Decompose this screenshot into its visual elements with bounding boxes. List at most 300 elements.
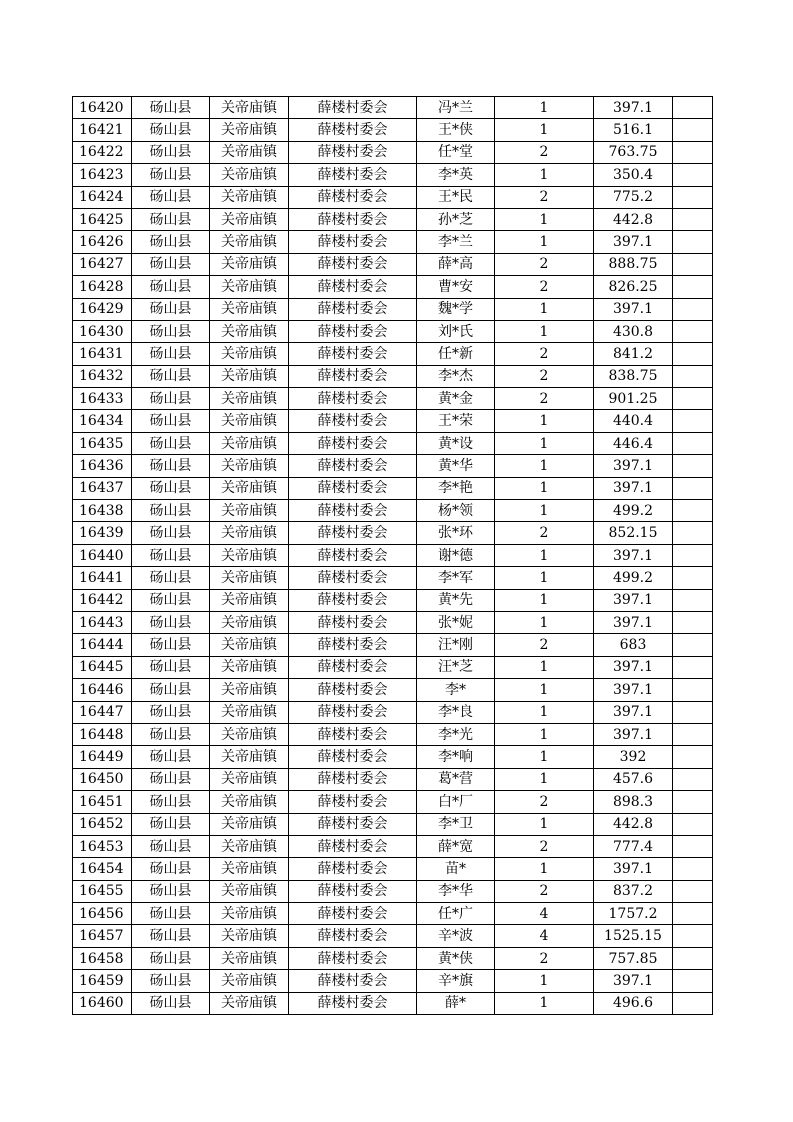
record-id-cell: 16437	[73, 477, 132, 499]
table-row	[73, 768, 713, 790]
remark-cell	[673, 656, 713, 678]
table-row	[73, 298, 713, 320]
remark-cell	[673, 723, 713, 745]
town-cell: 关帝庙镇	[210, 500, 289, 522]
record-id-cell: 16421	[73, 119, 132, 141]
table-row	[73, 679, 713, 701]
county-cell: 砀山县	[132, 835, 210, 857]
village-committee-cell: 薛楼村委会	[289, 656, 417, 678]
table-row	[73, 634, 713, 656]
village-committee-cell: 薛楼村委会	[289, 947, 417, 969]
table-row	[73, 186, 713, 208]
remark-cell	[673, 522, 713, 544]
table-row	[73, 276, 713, 298]
table-row	[73, 455, 713, 477]
record-id-cell: 16423	[73, 164, 132, 186]
person-name-cell: 黄*设	[417, 432, 495, 454]
town-cell: 关帝庙镇	[210, 903, 289, 925]
county-cell: 砀山县	[132, 992, 210, 1014]
town-cell: 关帝庙镇	[210, 231, 289, 253]
town-cell: 关帝庙镇	[210, 970, 289, 992]
household-size-cell: 2	[495, 253, 594, 275]
county-cell: 砀山县	[132, 500, 210, 522]
county-cell: 砀山县	[132, 791, 210, 813]
village-committee-cell: 薛楼村委会	[289, 746, 417, 768]
town-cell: 关帝庙镇	[210, 164, 289, 186]
household-size-cell: 1	[495, 970, 594, 992]
village-committee-cell: 薛楼村委会	[289, 522, 417, 544]
town-cell: 关帝庙镇	[210, 813, 289, 835]
household-size-cell: 1	[495, 567, 594, 589]
village-committee-cell: 薛楼村委会	[289, 388, 417, 410]
county-cell: 砀山县	[132, 611, 210, 633]
remark-cell	[673, 455, 713, 477]
amount-cell: 775.2	[594, 186, 673, 208]
county-cell: 砀山县	[132, 432, 210, 454]
remark-cell	[673, 791, 713, 813]
table-row	[73, 388, 713, 410]
village-committee-cell: 薛楼村委会	[289, 791, 417, 813]
county-cell: 砀山县	[132, 320, 210, 342]
record-id-cell: 16450	[73, 768, 132, 790]
table-row	[73, 343, 713, 365]
household-size-cell: 2	[495, 186, 594, 208]
record-id-cell: 16454	[73, 858, 132, 880]
amount-cell: 888.75	[594, 253, 673, 275]
record-id-cell: 16433	[73, 388, 132, 410]
village-committee-cell: 薛楼村委会	[289, 455, 417, 477]
county-cell: 砀山县	[132, 813, 210, 835]
record-id-cell: 16427	[73, 253, 132, 275]
town-cell: 关帝庙镇	[210, 947, 289, 969]
record-id-cell: 16441	[73, 567, 132, 589]
town-cell: 关帝庙镇	[210, 679, 289, 701]
county-cell: 砀山县	[132, 298, 210, 320]
remark-cell	[673, 544, 713, 566]
remark-cell	[673, 119, 713, 141]
town-cell: 关帝庙镇	[210, 701, 289, 723]
person-name-cell: 薛*高	[417, 253, 495, 275]
amount-cell: 350.4	[594, 164, 673, 186]
person-name-cell: 白*厂	[417, 791, 495, 813]
table-row	[73, 253, 713, 275]
person-name-cell: 魏*学	[417, 298, 495, 320]
record-id-cell: 16460	[73, 992, 132, 1014]
town-cell: 关帝庙镇	[210, 589, 289, 611]
record-id-cell: 16420	[73, 97, 132, 119]
remark-cell	[673, 813, 713, 835]
county-cell: 砀山县	[132, 970, 210, 992]
record-id-cell: 16452	[73, 813, 132, 835]
village-committee-cell: 薛楼村委会	[289, 320, 417, 342]
household-size-cell: 2	[495, 276, 594, 298]
remark-cell	[673, 97, 713, 119]
amount-cell: 397.1	[594, 231, 673, 253]
roster-table	[72, 96, 713, 1015]
amount-cell: 841.2	[594, 343, 673, 365]
person-name-cell: 张*妮	[417, 611, 495, 633]
county-cell: 砀山县	[132, 925, 210, 947]
county-cell: 砀山县	[132, 141, 210, 163]
village-committee-cell: 薛楼村委会	[289, 231, 417, 253]
remark-cell	[673, 276, 713, 298]
village-committee-cell: 薛楼村委会	[289, 343, 417, 365]
remark-cell	[673, 880, 713, 902]
record-id-cell: 16425	[73, 208, 132, 230]
record-id-cell: 16456	[73, 903, 132, 925]
household-size-cell: 2	[495, 791, 594, 813]
record-id-cell: 16458	[73, 947, 132, 969]
household-size-cell: 1	[495, 320, 594, 342]
household-size-cell: 1	[495, 432, 594, 454]
amount-cell: 397.1	[594, 477, 673, 499]
amount-cell: 397.1	[594, 455, 673, 477]
amount-cell: 397.1	[594, 723, 673, 745]
county-cell: 砀山县	[132, 746, 210, 768]
county-cell: 砀山县	[132, 903, 210, 925]
town-cell: 关帝庙镇	[210, 567, 289, 589]
county-cell: 砀山县	[132, 388, 210, 410]
town-cell: 关帝庙镇	[210, 992, 289, 1014]
table-row	[73, 947, 713, 969]
village-committee-cell: 薛楼村委会	[289, 903, 417, 925]
table-row	[73, 656, 713, 678]
remark-cell	[673, 208, 713, 230]
person-name-cell: 辛*旗	[417, 970, 495, 992]
person-name-cell: 李*军	[417, 567, 495, 589]
remark-cell	[673, 947, 713, 969]
county-cell: 砀山县	[132, 656, 210, 678]
remark-cell	[673, 679, 713, 701]
record-id-cell: 16422	[73, 141, 132, 163]
household-size-cell: 2	[495, 947, 594, 969]
village-committee-cell: 薛楼村委会	[289, 141, 417, 163]
record-id-cell: 16434	[73, 410, 132, 432]
person-name-cell: 汪*刚	[417, 634, 495, 656]
town-cell: 关帝庙镇	[210, 119, 289, 141]
village-committee-cell: 薛楼村委会	[289, 835, 417, 857]
town-cell: 关帝庙镇	[210, 343, 289, 365]
remark-cell	[673, 231, 713, 253]
town-cell: 关帝庙镇	[210, 455, 289, 477]
village-committee-cell: 薛楼村委会	[289, 880, 417, 902]
county-cell: 砀山县	[132, 343, 210, 365]
table-row	[73, 544, 713, 566]
person-name-cell: 李*艳	[417, 477, 495, 499]
table-row	[73, 365, 713, 387]
amount-cell: 397.1	[594, 679, 673, 701]
town-cell: 关帝庙镇	[210, 723, 289, 745]
county-cell: 砀山县	[132, 634, 210, 656]
amount-cell: 901.25	[594, 388, 673, 410]
town-cell: 关帝庙镇	[210, 880, 289, 902]
remark-cell	[673, 611, 713, 633]
person-name-cell: 黄*侠	[417, 947, 495, 969]
county-cell: 砀山县	[132, 365, 210, 387]
household-size-cell: 1	[495, 858, 594, 880]
household-size-cell: 1	[495, 544, 594, 566]
remark-cell	[673, 432, 713, 454]
roster-body	[73, 97, 713, 1015]
county-cell: 砀山县	[132, 276, 210, 298]
record-id-cell: 16451	[73, 791, 132, 813]
household-size-cell: 1	[495, 611, 594, 633]
record-id-cell: 16442	[73, 589, 132, 611]
town-cell: 关帝庙镇	[210, 141, 289, 163]
village-committee-cell: 薛楼村委会	[289, 679, 417, 701]
remark-cell	[673, 388, 713, 410]
amount-cell: 397.1	[594, 701, 673, 723]
village-committee-cell: 薛楼村委会	[289, 119, 417, 141]
amount-cell: 392	[594, 746, 673, 768]
amount-cell: 837.2	[594, 880, 673, 902]
household-size-cell: 1	[495, 97, 594, 119]
record-id-cell: 16424	[73, 186, 132, 208]
remark-cell	[673, 903, 713, 925]
amount-cell: 442.8	[594, 813, 673, 835]
household-size-cell: 2	[495, 835, 594, 857]
record-id-cell: 16428	[73, 276, 132, 298]
remark-cell	[673, 477, 713, 499]
village-committee-cell: 薛楼村委会	[289, 634, 417, 656]
amount-cell: 446.4	[594, 432, 673, 454]
town-cell: 关帝庙镇	[210, 432, 289, 454]
person-name-cell: 王*荣	[417, 410, 495, 432]
person-name-cell: 李*卫	[417, 813, 495, 835]
record-id-cell: 16445	[73, 656, 132, 678]
remark-cell	[673, 320, 713, 342]
remark-cell	[673, 365, 713, 387]
amount-cell: 397.1	[594, 298, 673, 320]
village-committee-cell: 薛楼村委会	[289, 365, 417, 387]
town-cell: 关帝庙镇	[210, 320, 289, 342]
amount-cell: 516.1	[594, 119, 673, 141]
person-name-cell: 李*华	[417, 880, 495, 902]
county-cell: 砀山县	[132, 567, 210, 589]
household-size-cell: 2	[495, 388, 594, 410]
record-id-cell: 16448	[73, 723, 132, 745]
remark-cell	[673, 186, 713, 208]
town-cell: 关帝庙镇	[210, 522, 289, 544]
village-committee-cell: 薛楼村委会	[289, 544, 417, 566]
village-committee-cell: 薛楼村委会	[289, 701, 417, 723]
county-cell: 砀山县	[132, 679, 210, 701]
person-name-cell: 冯*兰	[417, 97, 495, 119]
village-committee-cell: 薛楼村委会	[289, 97, 417, 119]
county-cell: 砀山县	[132, 522, 210, 544]
household-size-cell: 4	[495, 903, 594, 925]
village-committee-cell: 薛楼村委会	[289, 768, 417, 790]
household-size-cell: 1	[495, 768, 594, 790]
person-name-cell: 苗*	[417, 858, 495, 880]
record-id-cell: 16440	[73, 544, 132, 566]
remark-cell	[673, 343, 713, 365]
county-cell: 砀山县	[132, 768, 210, 790]
county-cell: 砀山县	[132, 701, 210, 723]
household-size-cell: 1	[495, 723, 594, 745]
town-cell: 关帝庙镇	[210, 656, 289, 678]
remark-cell	[673, 141, 713, 163]
record-id-cell: 16444	[73, 634, 132, 656]
remark-cell	[673, 746, 713, 768]
household-size-cell: 1	[495, 231, 594, 253]
person-name-cell: 薛*宽	[417, 835, 495, 857]
record-id-cell: 16449	[73, 746, 132, 768]
town-cell: 关帝庙镇	[210, 388, 289, 410]
person-name-cell: 汪*芝	[417, 656, 495, 678]
person-name-cell: 李*良	[417, 701, 495, 723]
county-cell: 砀山县	[132, 231, 210, 253]
table-row	[73, 992, 713, 1014]
household-size-cell: 2	[495, 634, 594, 656]
table-row	[73, 231, 713, 253]
person-name-cell: 谢*德	[417, 544, 495, 566]
person-name-cell: 黄*金	[417, 388, 495, 410]
person-name-cell: 任*堂	[417, 141, 495, 163]
household-size-cell: 1	[495, 119, 594, 141]
amount-cell: 457.6	[594, 768, 673, 790]
table-row	[73, 903, 713, 925]
village-committee-cell: 薛楼村委会	[289, 276, 417, 298]
record-id-cell: 16455	[73, 880, 132, 902]
record-id-cell: 16430	[73, 320, 132, 342]
amount-cell: 496.6	[594, 992, 673, 1014]
table-row	[73, 410, 713, 432]
town-cell: 关帝庙镇	[210, 768, 289, 790]
table-row	[73, 432, 713, 454]
person-name-cell: 黄*华	[417, 455, 495, 477]
household-size-cell: 1	[495, 164, 594, 186]
amount-cell: 777.4	[594, 835, 673, 857]
table-row	[73, 970, 713, 992]
amount-cell: 442.8	[594, 208, 673, 230]
person-name-cell: 辛*波	[417, 925, 495, 947]
town-cell: 关帝庙镇	[210, 746, 289, 768]
household-size-cell: 1	[495, 656, 594, 678]
household-size-cell: 1	[495, 701, 594, 723]
table-row	[73, 522, 713, 544]
town-cell: 关帝庙镇	[210, 611, 289, 633]
village-committee-cell: 薛楼村委会	[289, 477, 417, 499]
remark-cell	[673, 634, 713, 656]
amount-cell: 430.8	[594, 320, 673, 342]
village-committee-cell: 薛楼村委会	[289, 567, 417, 589]
person-name-cell: 李*	[417, 679, 495, 701]
record-id-cell: 16443	[73, 611, 132, 633]
table-row	[73, 723, 713, 745]
person-name-cell: 黄*先	[417, 589, 495, 611]
village-committee-cell: 薛楼村委会	[289, 500, 417, 522]
county-cell: 砀山县	[132, 947, 210, 969]
person-name-cell: 王*民	[417, 186, 495, 208]
record-id-cell: 16457	[73, 925, 132, 947]
amount-cell: 397.1	[594, 858, 673, 880]
household-size-cell: 1	[495, 410, 594, 432]
amount-cell: 397.1	[594, 97, 673, 119]
table-row	[73, 835, 713, 857]
village-committee-cell: 薛楼村委会	[289, 432, 417, 454]
county-cell: 砀山县	[132, 208, 210, 230]
county-cell: 砀山县	[132, 410, 210, 432]
person-name-cell: 葛*营	[417, 768, 495, 790]
village-committee-cell: 薛楼村委会	[289, 858, 417, 880]
amount-cell: 826.25	[594, 276, 673, 298]
village-committee-cell: 薛楼村委会	[289, 813, 417, 835]
village-committee-cell: 薛楼村委会	[289, 925, 417, 947]
household-size-cell: 1	[495, 477, 594, 499]
person-name-cell: 曹*安	[417, 276, 495, 298]
table-row	[73, 320, 713, 342]
table-row	[73, 567, 713, 589]
person-name-cell: 李*光	[417, 723, 495, 745]
household-size-cell: 2	[495, 522, 594, 544]
village-committee-cell: 薛楼村委会	[289, 970, 417, 992]
remark-cell	[673, 768, 713, 790]
table-row	[73, 791, 713, 813]
household-size-cell: 1	[495, 500, 594, 522]
table-row	[73, 880, 713, 902]
remark-cell	[673, 925, 713, 947]
village-committee-cell: 薛楼村委会	[289, 253, 417, 275]
person-name-cell: 任*广	[417, 903, 495, 925]
town-cell: 关帝庙镇	[210, 298, 289, 320]
remark-cell	[673, 701, 713, 723]
amount-cell: 397.1	[594, 589, 673, 611]
village-committee-cell: 薛楼村委会	[289, 208, 417, 230]
village-committee-cell: 薛楼村委会	[289, 410, 417, 432]
town-cell: 关帝庙镇	[210, 544, 289, 566]
remark-cell	[673, 992, 713, 1014]
record-id-cell: 16436	[73, 455, 132, 477]
person-name-cell: 李*兰	[417, 231, 495, 253]
table-row	[73, 925, 713, 947]
remark-cell	[673, 253, 713, 275]
village-committee-cell: 薛楼村委会	[289, 298, 417, 320]
table-row	[73, 858, 713, 880]
table-row	[73, 813, 713, 835]
county-cell: 砀山县	[132, 544, 210, 566]
county-cell: 砀山县	[132, 723, 210, 745]
table-row	[73, 701, 713, 723]
amount-cell: 440.4	[594, 410, 673, 432]
remark-cell	[673, 835, 713, 857]
record-id-cell: 16447	[73, 701, 132, 723]
village-committee-cell: 薛楼村委会	[289, 186, 417, 208]
amount-cell: 763.75	[594, 141, 673, 163]
household-size-cell: 1	[495, 992, 594, 1014]
town-cell: 关帝庙镇	[210, 365, 289, 387]
town-cell: 关帝庙镇	[210, 858, 289, 880]
town-cell: 关帝庙镇	[210, 477, 289, 499]
remark-cell	[673, 567, 713, 589]
amount-cell: 838.75	[594, 365, 673, 387]
person-name-cell: 任*新	[417, 343, 495, 365]
remark-cell	[673, 970, 713, 992]
amount-cell: 499.2	[594, 500, 673, 522]
person-name-cell: 李*响	[417, 746, 495, 768]
person-name-cell: 李*杰	[417, 365, 495, 387]
person-name-cell: 孙*芝	[417, 208, 495, 230]
record-id-cell: 16459	[73, 970, 132, 992]
household-size-cell: 4	[495, 925, 594, 947]
household-size-cell: 1	[495, 589, 594, 611]
town-cell: 关帝庙镇	[210, 925, 289, 947]
amount-cell: 397.1	[594, 611, 673, 633]
county-cell: 砀山县	[132, 880, 210, 902]
record-id-cell: 16439	[73, 522, 132, 544]
town-cell: 关帝庙镇	[210, 791, 289, 813]
record-id-cell: 16453	[73, 835, 132, 857]
